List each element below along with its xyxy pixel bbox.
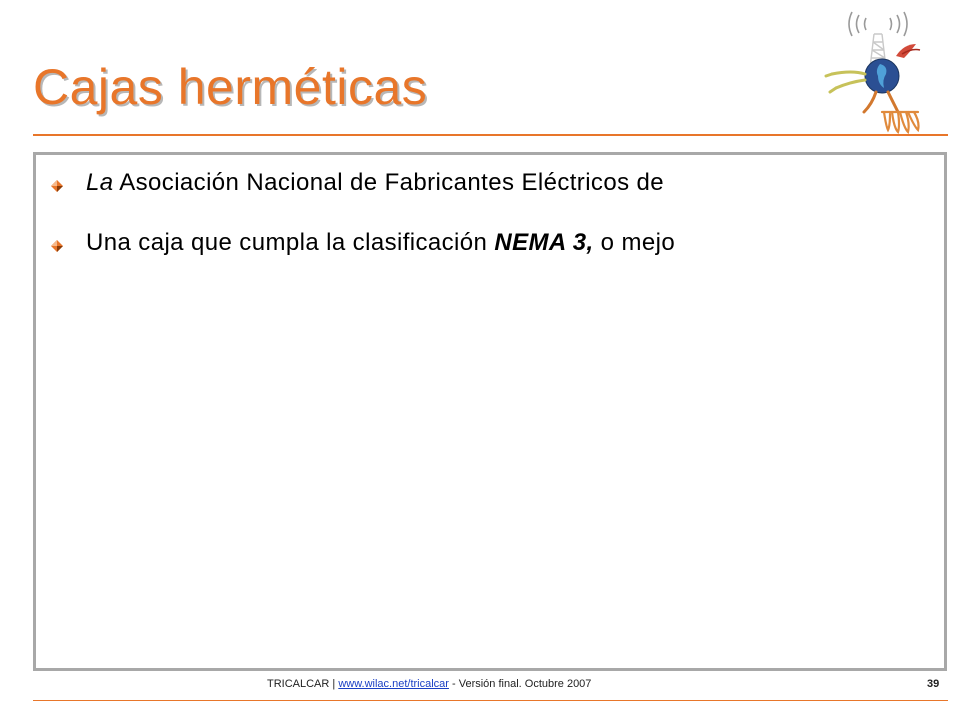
tricalcar-logo-icon — [812, 4, 952, 140]
bullet-text — [86, 229, 675, 257]
bullet-body: Asociación Nacional de Fabricantes Eléctricos de — [113, 169, 665, 196]
content-box — [33, 152, 947, 671]
bullet-italic-lead: La — [86, 169, 114, 196]
bullet-body: o mejo — [593, 229, 676, 256]
footer-divider — [33, 700, 948, 701]
bullet-icon — [50, 179, 64, 193]
footer-prefix: TRICALCAR | — [267, 678, 339, 690]
bullet-emphasis: NEMA 3, — [494, 229, 594, 256]
page-number: 39 — [927, 678, 940, 690]
title-divider — [33, 134, 948, 136]
bullet-icon — [50, 239, 64, 253]
footer-link[interactable]: www.wilac.net/tricalcar — [338, 678, 449, 690]
footer-text — [267, 678, 591, 690]
footer-suffix: - Versión final. Octubre 2007 — [448, 678, 592, 690]
slide-title: Cajas herméticas — [33, 59, 428, 115]
bullet-text — [86, 169, 664, 197]
bullet-lead: Una caja que cumpla la clasificación — [86, 229, 495, 256]
